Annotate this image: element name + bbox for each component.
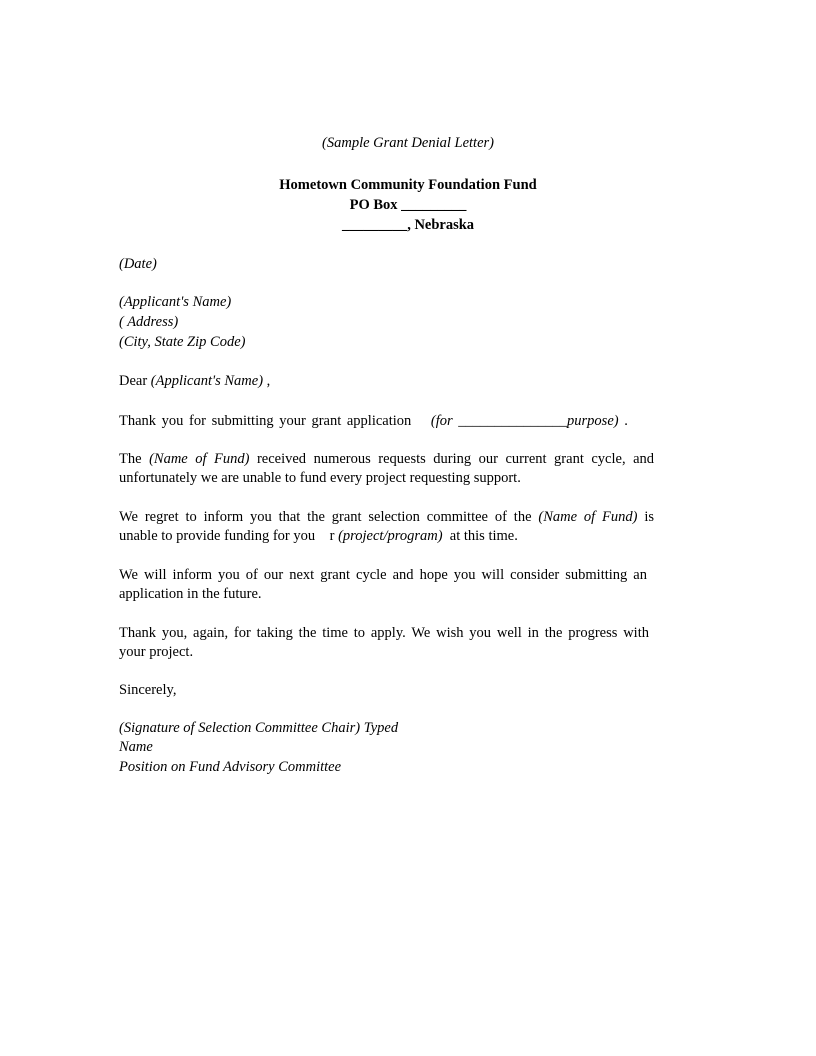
p1-italic: (for _______________purpose)	[430, 413, 619, 429]
caption-text: (Sample Grant Denial Letter)	[322, 135, 494, 151]
p1-text: Thank you for submitting your grant application	[119, 413, 417, 429]
signature-line-2	[119, 738, 153, 757]
p2-line2: unfortunately we are unable to fund every project requesting support.	[119, 470, 521, 486]
paragraph-4	[119, 566, 647, 604]
salutation-suffix: ,	[263, 373, 271, 389]
signature-text-3: Position on Fund Advisory Committee	[119, 759, 342, 775]
paragraph-3	[119, 508, 654, 546]
signature-text-2: Name	[119, 739, 153, 755]
recipient-city	[119, 333, 245, 352]
po-box: PO Box _________	[349, 197, 467, 213]
p3-italic1: (Name of Fund)	[538, 509, 638, 525]
p5-line1: Thank you, again, for taking the time to apply. We wish you well in the progress with	[119, 625, 649, 641]
paragraph-1	[119, 412, 628, 431]
p3-line2-end: at this time.	[442, 528, 518, 544]
p5-line2: your project.	[119, 644, 194, 660]
recipient-address	[119, 313, 178, 332]
closing-text: Sincerely,	[119, 682, 177, 698]
p4-line1: We will inform you of our next grant cycle and hope you will consider submitting an	[119, 567, 647, 583]
salutation-name: (Applicant's Name)	[150, 373, 264, 389]
document-caption	[0, 135, 816, 152]
recipient-city-text: (City, State Zip Code)	[119, 334, 246, 350]
p3-line2-start: unable to provide funding for you r	[119, 528, 339, 544]
signature-line-3	[119, 758, 341, 777]
signature-text-1: (Signature of Selection Committee Chair) Typed	[119, 720, 399, 736]
recipient-address-text: ( Address)	[119, 314, 179, 330]
letterhead	[0, 175, 816, 235]
p2-start: The	[119, 451, 150, 467]
p3-line1-end: is	[637, 509, 655, 525]
p4-line2: application in the future.	[119, 586, 262, 602]
signature-line-1	[119, 719, 398, 738]
p1-end: .	[618, 413, 628, 429]
date-line	[119, 255, 157, 274]
closing	[119, 681, 176, 700]
p3-line1-start: We regret to inform you that the grant selection committee of the	[119, 509, 539, 525]
salutation-prefix: Dear	[119, 373, 151, 389]
p3-italic2: (project/program)	[338, 528, 443, 544]
org-name: Hometown Community Foundation Fund	[279, 177, 537, 193]
date-placeholder: (Date)	[119, 256, 157, 272]
recipient-name	[119, 293, 231, 312]
paragraph-5	[119, 624, 649, 662]
city-state: _________, Nebraska	[341, 217, 475, 233]
recipient-name-text: (Applicant's Name)	[119, 294, 232, 310]
salutation	[119, 372, 270, 391]
paragraph-2	[119, 450, 654, 488]
p2-italic: (Name of Fund)	[149, 451, 250, 467]
p2-line1: received numerous requests during our current grant cycle, and	[249, 451, 655, 467]
